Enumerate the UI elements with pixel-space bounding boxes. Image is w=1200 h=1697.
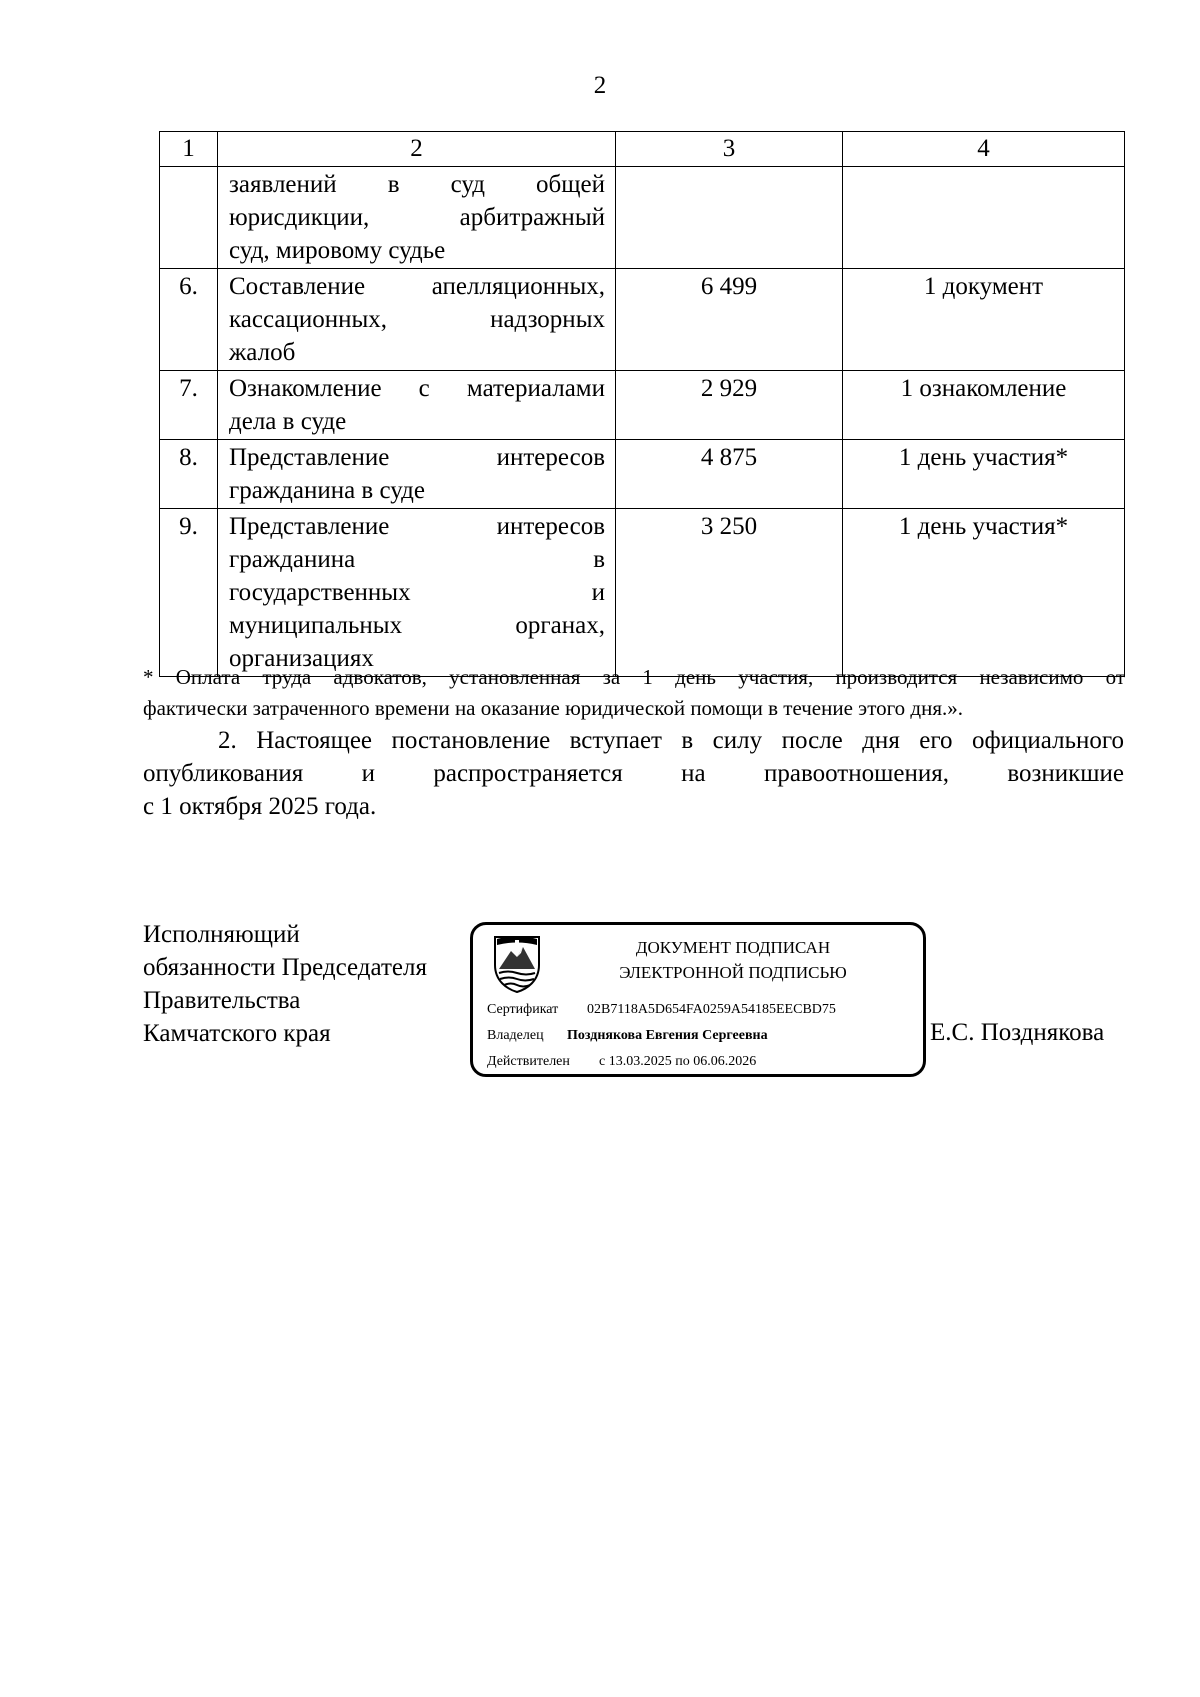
paragraph-line: с 1 октября 2025 года. <box>143 793 377 820</box>
column-header: 3 <box>616 132 843 167</box>
service-line: юрисдикции, арбитражный <box>229 204 605 231</box>
fee-unit <box>843 167 1125 269</box>
row-number: 7. <box>160 371 218 440</box>
table-row <box>160 167 1125 269</box>
kamchatka-coat-of-arms-icon <box>491 935 543 993</box>
fee-amount: 6 499 <box>616 269 843 371</box>
stamp-validity-row <box>487 1053 756 1071</box>
resolution-paragraph <box>143 724 1124 823</box>
fee-amount <box>616 167 843 269</box>
service-line: государственных и <box>229 579 605 606</box>
service-name <box>218 509 616 677</box>
footnote-line: фактически затраченного времени на оказание юридической помощи в течение этого дня.». <box>143 696 964 720</box>
service-line: кассационных, надзорных <box>229 306 605 333</box>
service-line: муниципальных органах, <box>229 612 605 639</box>
fee-table <box>159 131 1125 677</box>
signer-position-line: Правительства <box>143 987 301 1014</box>
signer-position-line: обязанности Председателя <box>143 954 427 981</box>
service-name <box>218 371 616 440</box>
signer-position <box>143 918 427 1050</box>
stamp-owner-row <box>487 1027 768 1045</box>
stamp-certificate-label: Сертификат <box>487 1002 559 1017</box>
fee-unit: 1 документ <box>843 269 1125 371</box>
service-line: суд, мировому судье <box>229 237 446 264</box>
column-header: 4 <box>843 132 1125 167</box>
row-number: 8. <box>160 440 218 509</box>
service-line: Представление интересов <box>229 444 605 471</box>
paragraph-line: опубликования и распространяется на правоотношения, возникшие <box>143 760 1124 787</box>
service-line: жалоб <box>229 339 296 366</box>
service-line: гражданина в суде <box>229 477 425 504</box>
service-name <box>218 440 616 509</box>
stamp-owner-label: Владелец <box>487 1028 544 1043</box>
paragraph-line: 2. Настоящее постановление вступает в силу после дня его официального <box>218 727 1124 754</box>
table-header-row <box>160 132 1125 167</box>
footnote <box>143 662 1125 724</box>
service-line: заявлений в суд общей <box>229 171 605 198</box>
row-number: 6. <box>160 269 218 371</box>
column-header: 1 <box>160 132 218 167</box>
signer-position-line: Исполняющий <box>143 921 300 948</box>
fee-amount: 2 929 <box>616 371 843 440</box>
service-line: гражданина в <box>229 546 605 573</box>
table-row <box>160 269 1125 371</box>
stamp-certificate-value: 02B7118A5D654FA0259A54185EECBD75 <box>587 1002 836 1017</box>
fee-amount: 4 875 <box>616 440 843 509</box>
table-row <box>160 509 1125 677</box>
row-number <box>160 167 218 269</box>
service-line: Ознакомление с материалами <box>229 375 605 402</box>
stamp-subtitle: ЭЛЕКТРОННОЙ ПОДПИСЬЮ <box>619 963 847 982</box>
page-number: 2 <box>593 72 607 99</box>
stamp-validity-value: с 13.03.2025 по 06.06.2026 <box>599 1054 757 1069</box>
fee-unit: 1 день участия* <box>843 509 1125 677</box>
table-row <box>160 371 1125 440</box>
service-name <box>218 167 616 269</box>
fee-unit: 1 день участия* <box>843 440 1125 509</box>
stamp-title: ДОКУМЕНТ ПОДПИСАН <box>635 938 831 957</box>
row-number: 9. <box>160 509 218 677</box>
signer-position-line: Камчатского края <box>143 1020 331 1047</box>
column-header: 2 <box>218 132 616 167</box>
service-line: Представление интересов <box>229 513 605 540</box>
signer-name: Е.С. Позднякова <box>930 1019 1105 1046</box>
fee-unit: 1 ознакомление <box>843 371 1125 440</box>
fee-amount: 3 250 <box>616 509 843 677</box>
service-name <box>218 269 616 371</box>
service-line: организациях <box>229 645 374 672</box>
stamp-owner-value: Позднякова Евгения Сергеевна <box>567 1028 768 1043</box>
footnote-line: * Оплата труда адвокатов, установленная за 1 день участия, производится независимо от <box>143 665 1125 689</box>
stamp-validity-label: Действителен <box>487 1054 570 1069</box>
service-line: Составление апелляционных, <box>229 273 605 300</box>
stamp-certificate-row <box>487 1001 836 1019</box>
electronic-signature-stamp <box>470 922 926 1077</box>
table-row <box>160 440 1125 509</box>
service-line: дела в суде <box>229 408 347 435</box>
